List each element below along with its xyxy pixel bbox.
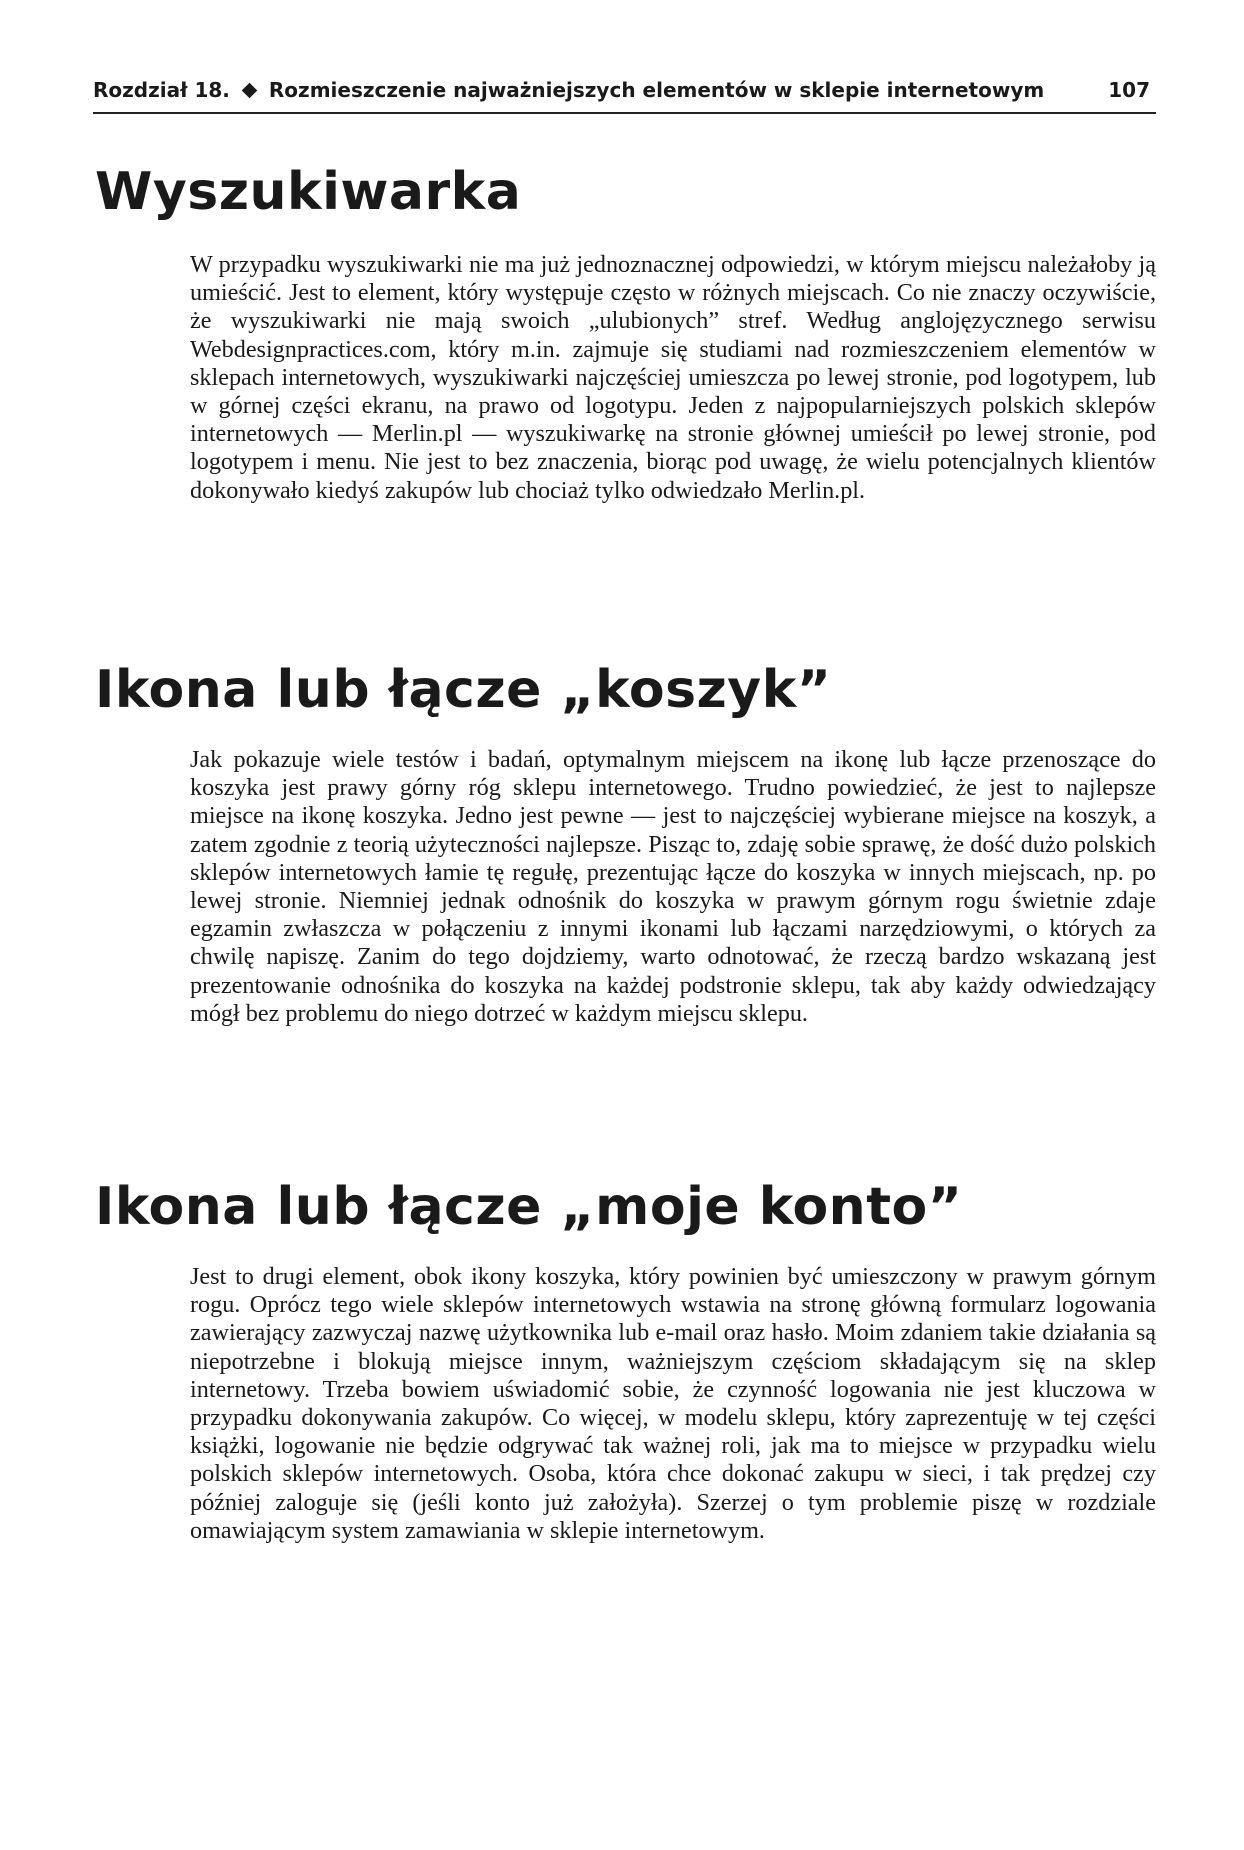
page-number: 107 [1108,78,1150,102]
chapter-label: Rozdział 18. [93,78,230,102]
section-body-search: W przypadku wyszukiwarki nie ma już jednoznacznej odpowiedzi, w którym miejscu należałoby ją umieścić. Jest to element, który występuje często w różnych miejscach. Co nie znaczy oczywiście, że wyszukiwarki nie mają swoich „ulubionych” stref. Według anglojęzycznego serwisu Webdesignpractices.com, który m.in. zajmuje się studiami nad rozmieszczeniem elementów w sklepach internetowych, wyszukiwarki najczęściej umieszcza po lewej stronie, pod logotypem, lub w górnej części ekranu, na prawo od logotypu. Jeden z najpopularniejszych polskich sklepów internetowych — Merlin.pl — wyszukiwarkę na stronie głównej umieścił po lewej stronie, pod logotypem i menu. Nie jest to bez znaczenia, biorąc pod uwagę, że wielu potencjalnych klientów dokonywało kiedyś zakupów lub chociaż tylko odwiedzało Merlin.pl. [190,251,1156,504]
section-body-account: Jest to drugi element, obok ikony koszyka, który powinien być umieszczony w prawym górnym rogu. Oprócz tego wiele sklepów internetowych wstawia na stronę główną formularz logowania zawierający zazwyczaj nazwę użytkownika lub e-mail oraz hasło. Moim zdaniem takie działania są niepotrzebne i blokują miejsce innym, ważniejszym częściom składającym się na sklep internetowy. Trzeba bowiem uświadomić sobie, że czynność logowania nie jest kluczowa w przypadku dokonywania zakupów. Co więcej, w modelu sklepu, który zaprezentuję w tej części książki, logowanie nie będzie odgrywać tak ważnej roli, jak ma to miejsce w przypadku wielu polskich sklepów internetowych. Osoba, która chce dokonać zakupu w sieci, i tak prędzej czy później zaloguje się (jeśli konto już założyła). Szerzej o tym problemie piszę w rozdziale omawiającym system zamawiania w sklepie internetowym. [190,1263,1156,1544]
running-header [93,78,1156,114]
section-body-cart: Jak pokazuje wiele testów i badań, optymalnym miejscem na ikonę lub łącze przenoszące do koszyka jest prawy górny róg sklepu internetowego. Trudno powiedzieć, że jest to najlepsze miejsce na ikonę koszyka. Jedno jest pewne — jest to najczęściej wybierane miejsce na koszyk, a zatem zgodnie z teorią użyteczności najlepsze. Pisząc to, zdaję sobie sprawę, że dość dużo polskich sklepów internetowych łamie tę regułę, prezentując łącze do koszyka w innych miejscach, np. po lewej stronie. Niemniej jednak odnośnik do koszyka w prawym górnym rogu świetnie zdaje egzamin zwłaszcza w połączeniu z innymi ikonami lub łączami narzędziowymi, o których za chwilę napiszę. Zanim do tego dojdziemy, warto odnotować, że rzeczą bardzo wskazaną jest prezentowanie odnośnika do koszyka na każdej podstronie sklepu, tak aby każdy odwiedzający mógł bez problemu do niego dotrzeć w każdym miejscu sklepu. [190,746,1156,1027]
section-heading-cart: Ikona lub łącze „koszyk” [95,660,832,720]
diamond-icon [242,82,258,98]
section-heading-account: Ikona lub łącze „moje konto” [95,1177,963,1237]
chapter-title: Rozmieszczenie najważniejszych elementów w sklepie internetowym [268,78,1045,102]
section-heading-search: Wyszukiwarka [95,162,522,222]
running-header-title [93,78,1044,102]
